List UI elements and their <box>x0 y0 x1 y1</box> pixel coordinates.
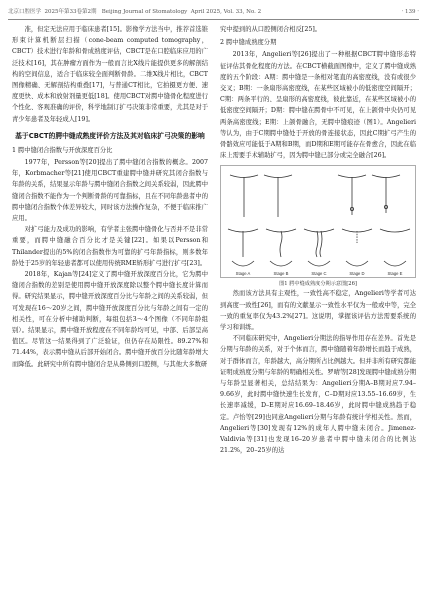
subsection-title-2: 2 腭中缝成熟度分期 <box>220 39 277 47</box>
stage-label-a: Stage A <box>235 271 251 277</box>
journal-name-en: Beijing Journal of Stomatology <box>101 9 188 15</box>
figure-1 <box>220 165 416 278</box>
body-paragraph: 2013年，Angelieri等[26]提出了一种根据CBCT腭中缝形态特征评估其骨化程度的方法。在CBCT横截面图像中，定义了腭中缝成熟度的五个阶段：A期：腭中缝是一条相对笔直的高密度线，没有或很少交叉；B期：一条扇形高密度线，在某些区域被小的低密度空间隔开；C期：两条平行的、呈扇形的高密度线，彼此靠近，在某些区域被小的低密度空间隔开；D期：腭中缝在腭骨中不可见，在上颌骨中央仍可见两条高密度线；E期：上颌骨融合，无腭中缝痕迹（图1）。Angelieri等认为，由于C期腭中缝处于开放的骨连接状态，因此C期扩弓产生的骨骼效应可能低于A期和B期，而D期和E期可能存在骨愈合，因此在临床上需要手术辅助扩弓，因为腭中缝已部分或完全融合[26]。 <box>220 51 416 160</box>
body-paragraph: 不同临床研究中，Angelieri分期法的指导作用存在差异。首先是分期与年龄的关系，对于个体而言，腭中缝随着年龄增长而趋于成熟，对于群体而言，年龄越大，高分期所占比例越大。但并非所有研究都能证明成熟度分期与年龄的明确相关性。罗晴等[28]发现腭中缝成熟分期与年龄呈显著相关，总结结果为：Angelieri分期A–B期对应7.94–9.66岁，此时腭中缝快速生长发育，C–D期对应13.55–16.69岁，生长速率减缓，D–E期对应16.69–18.46岁，此时腭中缝成熟趋于稳定。卢怡等[29]也同意Angelieri分期与年龄有统计学相关性。然而，Angelieri等[30]发现有12%的成年人腭中缝未闭合。Jimenez-Valdivia等[31]也发现16–20岁患者中腭中缝未闭合的比例达21.2%，20–25岁的达 <box>220 335 416 455</box>
issue-cn: 2025年第33卷第2期 <box>44 9 97 15</box>
journal-name-cn: 北京口腔医学 <box>8 9 42 15</box>
right-column <box>220 24 416 588</box>
header-left <box>8 6 261 18</box>
stage-label-c: Stage C <box>311 271 327 277</box>
stage-label-d: Stage D <box>349 271 365 277</box>
body-paragraph: 准，但定无法应用于临床患者[15]。影像学方法当中，推荐首选锥形束计算机断层扫描（cone-beam computed tomography，CBCT）技术进行年龄和骨成熟度评估，CBCT是在口腔临床应用的广泛技术[16]，其在肿瘤方面作为一般而言比X线片能提供更多的解剖结构的空间信息，适合于临床较全面判断骨龄。二维X线片相比，CBCT图像精确、无解剖结构重叠[17]，与普通CT相比，它拍摄更方便、速度更快、成本和放射剂量更低[18]。使用CBCT对腭中缝骨化程度进行个性化、客观准确的评价，科学地制订扩弓决策非常重要，尤其是对于青少年患者及年轻成人[19]。 <box>12 26 208 123</box>
page-number: · 139 · <box>401 9 419 15</box>
header-rule <box>8 19 419 20</box>
left-column <box>12 24 208 588</box>
body-paragraph: 然而该方法具有主观性，一致性高不稳定，Angelieri等学者可达到高度一致性[26]，而有的文献显示一致性水平仅为一般或中等，完全一致的重复率仅为43.2%[27]。这说明，掌握该评估方法需要系统的学习和训练。 <box>220 290 416 332</box>
stage-label-e: Stage E <box>387 271 403 277</box>
stage-label-b: Stage B <box>273 271 289 277</box>
section-heading: 基于CBCT的腭中缝成熟度评价方法及其对临床扩弓决策的影响 <box>15 131 205 140</box>
body-paragraph: 1977年，Persson等[20]提出了腭中缝闭合指数的概念。2007年，Korbmacher等[21]使用CBCT重建腭中缝并研究其闭合指数与年龄的关系，结果显示年龄与腭中缝闭合指数之间关系较弱，因此腭中缝闭合指数不能作为一个判断骨龄的可靠指标，且在不同年龄患者中的腭中缝闭合指数个体差异较大，同时该方法操作复杂，不便于临床推广应用。 <box>12 159 208 223</box>
body-paragraph: 究中提到的从口腔侧闭合相反[25]。 <box>220 26 322 33</box>
stage-diagram <box>220 165 416 278</box>
subsection-title-1: 1 腭中缝闭合指数与开放深度百分比 <box>12 146 113 154</box>
running-header <box>8 6 419 18</box>
body-paragraph: 2018年，Kajan等[24]定义了腭中缝开放深度百分比，它为腭中缝闭合指数的差别是使用腭中缝开放深度除以整个腭中缝长度计算而得。研究结果显示，腭中缝开放深度百分比与年龄之间的关系较弱，但可发现在16～20岁之间，腭中缝开放深度百分比与年龄之间有一定的相关性，可在分析中辅助判断，每组包括3～4个图像（不同年龄组别）。结果显示，腭中缝开放程度在不同年龄均可见，中部、后部呈高值区。尽管这一结果得到了广泛验证，但仍存在局限性。89.27%和71.44%，表示腭中缝从后部开始闭合。腭中缝开放百分比随年龄增大而降低。此研究中所有腭中缝闭合是从鼻侧到口腔侧，与其他大多数研 <box>12 271 208 368</box>
body-paragraph: 对扩弓能力及成功的影响，有学者主张腭中缝骨化与否并不是非常重要，而腭中缝融合百分比才是关键[22]。如果以Persson和Thilander提出的5%的闭合指数作为可靠的扩弓年龄指标，则多数年龄处于25岁的年轻患者都可以使用传统RME矫形扩弓进行扩弓[23]。 <box>12 226 208 267</box>
issue-en: April 2025, Vol. 33, No. 2 <box>190 9 262 15</box>
figure-caption: 图1 腭中缝成熟度分期示意图[26] <box>279 281 357 288</box>
